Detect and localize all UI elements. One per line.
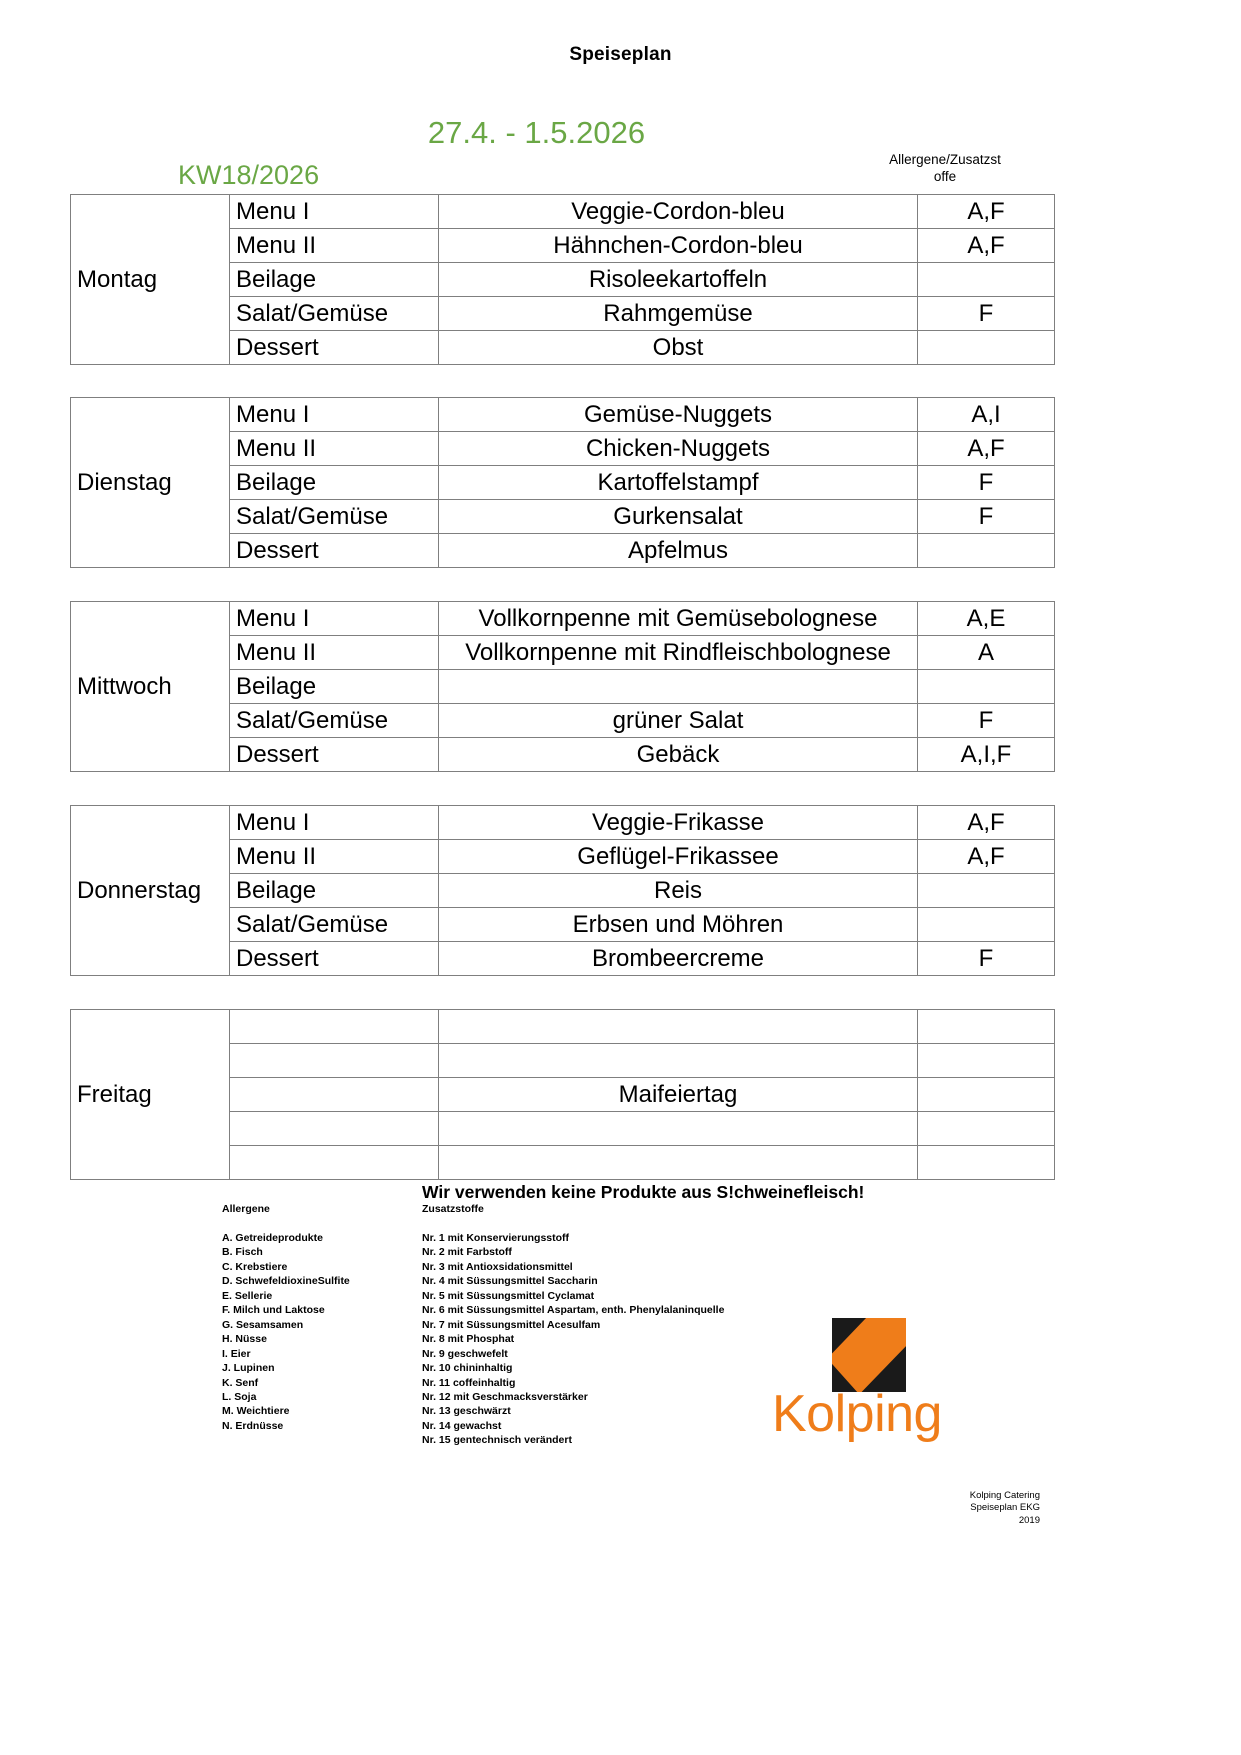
day-name-cell: Mittwoch [71,602,230,772]
meal-type-cell: Salat/Gemüse [230,704,439,738]
date-range: 27.4. - 1.5.2026 [427,115,646,150]
allergen-cell [918,1010,1055,1044]
page-title: Speiseplan [569,44,672,65]
zusatzstoffe-legend-item: Nr. 3 mit Antioxsidationsmittel [422,1260,573,1273]
allergen-cell: A,F [918,195,1055,229]
dish-cell [439,670,918,704]
zusatzstoffe-legend-item: Nr. 4 mit Süssungsmittel Saccharin [422,1275,598,1288]
allergen-header-line1: Allergene/Zusatzst [889,152,1001,167]
meal-type-cell: Salat/Gemüse [230,297,439,331]
allergen-cell: A,F [918,432,1055,466]
meal-type-cell: Salat/Gemüse [230,500,439,534]
dish-cell: Veggie-Cordon-bleu [439,195,918,229]
meal-type-cell [230,1010,439,1044]
allergene-legend-item: E. Sellerie [222,1289,273,1302]
allergene-legend-item: K. Senf [222,1376,259,1389]
dish-cell: Rahmgemüse [439,297,918,331]
table-row [71,1010,1055,1044]
allergen-cell: A,F [918,840,1055,874]
dish-cell: Obst [439,331,918,365]
meal-type-cell: Salat/Gemüse [230,908,439,942]
meal-type-cell: Menu II [230,432,439,466]
allergene-legend-item: J. Lupinen [222,1362,275,1375]
meal-type-cell: Menu I [230,602,439,636]
footer-line-3: 2019 [1018,1514,1040,1526]
zusatzstoffe-legend-item: Nr. 1 mit Konservierungsstoff [422,1232,570,1244]
meal-type-cell: Menu I [230,398,439,432]
allergen-cell [918,1078,1055,1112]
zusatzstoffe-legend-item: Nr. 2 mit Farbstoff [422,1246,512,1259]
zusatzstoffe-legend-item: Nr. 10 chininhaltig [422,1362,513,1375]
zusatzstoffe-legend-item: Nr. 6 mit Süssungsmittel Aspartam, enth. Phenylalaninquelle [422,1304,725,1317]
dish-cell: Vollkornpenne mit Rindfleischbolognese [439,636,918,670]
dish-cell: Brombeercreme [439,942,918,976]
allergen-cell [918,1044,1055,1078]
dish-cell: Erbsen und Möhren [439,908,918,942]
allergene-legend-item: I. Eier [222,1347,251,1360]
table-row [71,398,1055,432]
allergen-cell [918,331,1055,365]
allergen-cell: A,E [918,602,1055,636]
dish-cell: Veggie-Frikasse [439,806,918,840]
dish-cell: Apfelmus [439,534,918,568]
allergene-legend-title: Allergene [222,1203,270,1215]
day-name-cell: Donnerstag [71,806,230,976]
dish-cell: grüner Salat [439,704,918,738]
allergene-legend-item: G. Sesamsamen [222,1318,304,1331]
allergen-cell: F [918,942,1055,976]
allergen-cell: F [918,466,1055,500]
allergene-legend-item: L. Soja [222,1390,257,1403]
dish-cell [439,1044,918,1078]
allergen-cell [918,534,1055,568]
dish-cell: Chicken-Nuggets [439,432,918,466]
dish-cell: Gurkensalat [439,500,918,534]
day-name-cell: Freitag [71,1010,230,1180]
zusatzstoffe-legend-item: Nr. 8 mit Phosphat [422,1333,515,1346]
footer-line-2: Speiseplan EKG [970,1502,1040,1514]
meal-type-cell: Dessert [230,331,439,365]
allergen-cell: A,I,F [918,738,1055,772]
kolping-logo [772,1318,982,1443]
day-table-mittwoch [70,601,1055,772]
allergen-header-line2: offe [933,168,957,184]
allergene-legend-item: M. Weichtiere [222,1405,290,1418]
meal-type-cell [230,1112,439,1146]
dish-cell: Vollkornpenne mit Gemüsebolognese [439,602,918,636]
meal-type-cell: Dessert [230,534,439,568]
dish-cell [439,1112,918,1146]
table-row [71,602,1055,636]
meal-type-cell: Dessert [230,738,439,772]
allergene-legend-list [222,1231,350,1433]
meal-type-cell: Menu II [230,229,439,263]
day-name-cell: Dienstag [71,398,230,568]
zusatzstoffe-legend-item: Nr. 11 coffeinhaltig [422,1376,516,1389]
dish-cell: Hähnchen-Cordon-bleu [439,229,918,263]
footer-credits [900,1490,1040,1527]
table-row [71,195,1055,229]
allergen-cell: A,F [918,806,1055,840]
dish-cell: Gemüse-Nuggets [439,398,918,432]
zusatzstoffe-legend-item: Nr. 15 gentechnisch verändert [422,1434,572,1447]
dish-cell [439,1010,918,1044]
allergen-cell [918,874,1055,908]
zusatzstoffe-legend-item: Nr. 12 mit Geschmacksverstärker [422,1390,588,1403]
kolping-wordmark: Kolping [772,1385,942,1443]
allergen-cell: F [918,704,1055,738]
allergen-cell [918,670,1055,704]
allergen-cell [918,1112,1055,1146]
footer-line-1: Kolping Catering [969,1490,1040,1501]
dish-cell: Kartoffelstampf [439,466,918,500]
zusatzstoffe-legend-item: Nr. 7 mit Süssungsmittel Acesulfam [422,1318,601,1331]
zusatzstoffe-legend-item: Nr. 13 geschwärzt [422,1405,511,1418]
table-row [71,806,1055,840]
dish-cell: Risoleekartoffeln [439,263,918,297]
allergene-legend-item: B. Fisch [222,1246,263,1259]
allergen-cell [918,1146,1055,1180]
allergen-cell: F [918,500,1055,534]
meal-type-cell: Beilage [230,466,439,500]
allergene-legend-item: C. Krebstiere [222,1260,288,1273]
allergene-legend-item: H. Nüsse [222,1333,267,1346]
meal-type-cell [230,1146,439,1180]
zusatzstoffe-legend-item: Nr. 5 mit Süssungsmittel Cyclamat [422,1289,595,1302]
meal-type-cell: Menu II [230,636,439,670]
day-table-donnerstag [70,805,1055,976]
dish-cell: Gebäck [439,738,918,772]
kolping-k-mark-icon [832,1318,906,1392]
meal-type-cell: Menu I [230,195,439,229]
allergene-legend-item: N. Erdnüsse [222,1419,284,1432]
dish-cell: Geflügel-Frikassee [439,840,918,874]
dish-cell: Maifeiertag [439,1078,918,1112]
allergene-legend-item: F. Milch und Laktose [222,1304,325,1317]
zusatzstoffe-legend-title: Zusatzstoffe [422,1203,484,1215]
day-name-cell: Montag [71,195,230,365]
day-table-freitag [70,1009,1055,1180]
day-table-montag [70,194,1055,365]
meal-type-cell [230,1078,439,1112]
zusatzstoffe-legend-item: Nr. 9 geschwefelt [422,1347,508,1360]
meal-type-cell: Dessert [230,942,439,976]
dish-cell [439,1146,918,1180]
allergen-cell: A,I [918,398,1055,432]
day-table-dienstag [70,397,1055,568]
allergene-legend-item: A. Getreideprodukte [222,1232,323,1244]
allergen-cell: F [918,297,1055,331]
no-pork-notice: Wir verwenden keine Produkte aus S!chweinefleisch! [422,1182,865,1202]
meal-type-cell [230,1044,439,1078]
allergen-column-header [880,152,1010,186]
allergen-cell [918,263,1055,297]
allergen-cell: A [918,636,1055,670]
meal-type-cell: Menu II [230,840,439,874]
allergen-cell: A,F [918,229,1055,263]
allergen-cell [918,908,1055,942]
meal-type-cell: Beilage [230,874,439,908]
zusatzstoffe-legend-item: Nr. 14 gewachst [422,1419,502,1432]
calendar-week-label: KW18/2026 [178,160,320,190]
zusatzstoffe-legend-list [422,1231,724,1448]
dish-cell: Reis [439,874,918,908]
meal-type-cell: Beilage [230,670,439,704]
allergene-legend-item: D. SchwefeldioxineSulfite [222,1275,350,1288]
meal-type-cell: Menu I [230,806,439,840]
meal-type-cell: Beilage [230,263,439,297]
